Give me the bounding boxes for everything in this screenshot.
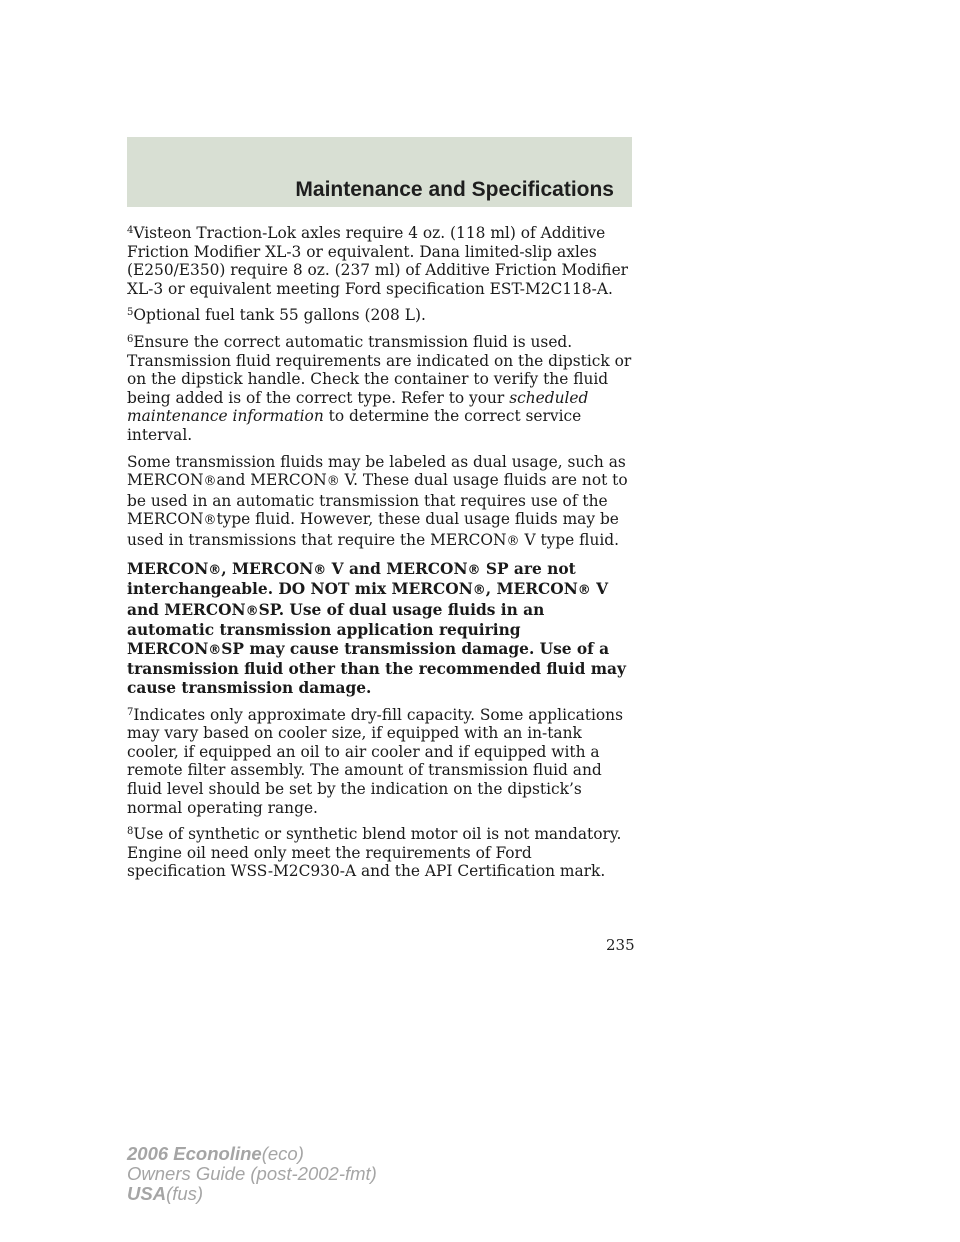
footnote-text-tail: to determine the correct service interval. (127, 407, 582, 444)
footnote-number: 7 (127, 706, 134, 718)
registered-mark: ® (472, 583, 486, 599)
footnote-4 (127, 224, 632, 298)
registered-mark: ® (245, 603, 259, 619)
registered-mark: ® (208, 642, 222, 658)
registered-mark: ® (313, 562, 327, 578)
warning-text: V and MERCON (127, 580, 609, 619)
registered-mark: ® (326, 474, 340, 490)
paragraph-text: type fluid. However, these dual usage fluids may be used in transmissions that require the MERCON (127, 510, 619, 549)
warning-text: MERCON (127, 559, 209, 578)
paragraph-text: and MERCON (216, 471, 327, 490)
footer-market-code: (fus) (166, 1183, 204, 1204)
footer-line-2: Owners Guide (post-2002-fmt) (127, 1163, 377, 1184)
warning-text: , MERCON (221, 559, 314, 578)
footnote-7 (127, 706, 632, 818)
footnote-text: Ensure the correct automatic transmission fluid is used. Transmission fluid requirements are indicated on the dipstick or on the dipstick handle. Check the container to verify the fluid being added is of the correct type. Refer to your (127, 332, 632, 407)
fluid-warning (127, 560, 632, 698)
footer-market: USA (127, 1183, 167, 1204)
paragraph-text: V. These dual usage fluids are not to be used in an automatic transmission that requires use of the MERCON (127, 471, 628, 529)
warning-text: SP are not interchangeable. DO NOT mix MERCON (127, 559, 576, 599)
footnote-number: 6 (127, 333, 134, 345)
warning-text: V and MERCON (331, 559, 468, 578)
paragraph-text: Some transmission fluids may be labeled as dual usage, such as MERCON (127, 452, 626, 490)
footnote-8 (127, 825, 632, 881)
warning-text: SP may cause transmission damage. Use of a transmission fluid other than the recommended fluid may cause transmission damage. (127, 639, 626, 698)
page-content (127, 224, 632, 889)
section-title: Maintenance and Specifications (295, 178, 614, 201)
footnote-number: 4 (127, 225, 134, 236)
dual-usage-paragraph (127, 453, 632, 552)
registered-mark: ® (203, 513, 217, 529)
warning-text: SP. Use of dual usage fluids in an automatic transmission application requiring MERCON (127, 600, 545, 658)
footnote-text: Indicates only approximate dry-fill capacity. Some applications may vary based on cooler size, if equipped with an in-tank cooler, if equipped an oil to air cooler and if equipped with a remote filter assembly. The amount of transmission fluid and fluid level should be set by the indication on the dipstick’s normal operating range. (127, 705, 623, 817)
footnote-number: 5 (127, 307, 134, 319)
registered-mark: ® (203, 474, 217, 490)
page-number: 235 (606, 936, 635, 954)
footer-model-code: (eco) (261, 1143, 304, 1164)
footnote-5 (127, 306, 632, 325)
footer-model: 2006 Econoline (127, 1143, 262, 1164)
document-footer (127, 1144, 377, 1204)
footnote-text: Use of synthetic or synthetic blend motor oil is not mandatory. Engine oil need only meet the requirements of Ford specification WSS-M2C930-A and the API Certification mark. (127, 825, 622, 881)
warning-text: , MERCON (485, 580, 578, 599)
footer-line-3 (127, 1184, 377, 1204)
footer-line-1 (127, 1144, 377, 1164)
footnote-text: Optional fuel tank 55 gallons (208 L). (133, 306, 426, 325)
section-header-band (127, 137, 632, 207)
footnote-text: Visteon Traction-Lok axles require 4 oz. (118 ml) of Additive Friction Modifier XL-3 or equivalent. Dana limited-slip axles (E250/E350) require 8 oz. (237 ml) of Additive Friction Modifier XL-3 or equivalent meeting Ford specification EST-M2C118-A. (127, 224, 629, 298)
footnote-number: 8 (127, 826, 134, 838)
footnote-6 (127, 333, 632, 445)
registered-mark: ® (208, 562, 222, 578)
maintenance-reference: scheduled maintenance information (127, 388, 589, 426)
registered-mark: ® (577, 583, 591, 599)
paragraph-text: V type fluid. (524, 530, 620, 549)
registered-mark: ® (506, 533, 520, 549)
registered-mark: ® (467, 562, 481, 578)
